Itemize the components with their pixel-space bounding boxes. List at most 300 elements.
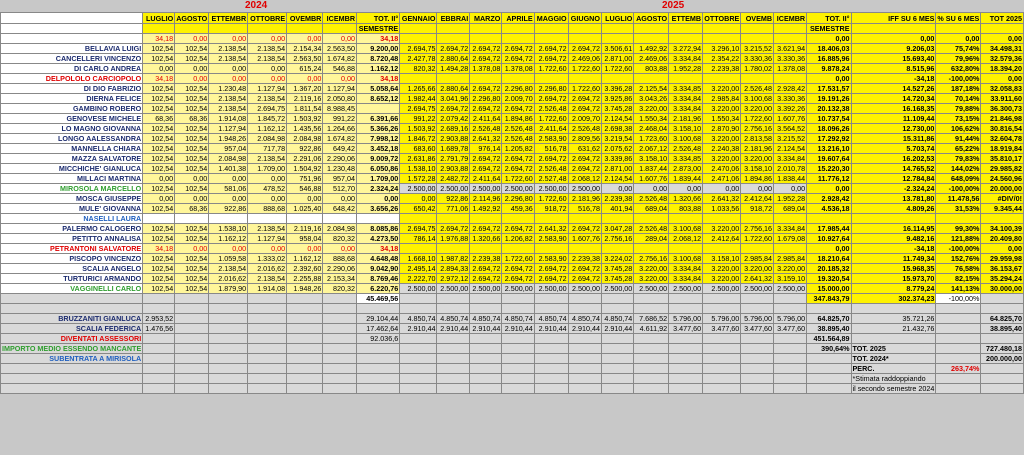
cell[interactable]: 3.158,10 [703,254,741,264]
cell[interactable]: 2.583,90 [534,234,568,244]
cell[interactable]: 2.526,48 [634,194,669,204]
cell[interactable]: 102,54 [175,224,209,234]
cell[interactable]: 1.127,94 [209,124,248,134]
subheader-cell[interactable] [437,24,470,34]
cell[interactable]: 34,18 [357,244,400,254]
cell[interactable]: 2.468,04 [634,124,669,134]
cell[interactable]: 2.354,22 [703,54,741,64]
cell[interactable]: 9.042,90 [357,264,400,274]
cell[interactable]: 2.500,00 [534,184,568,194]
cell[interactable]: 648,09% [936,174,981,184]
cell[interactable]: 20.185,32 [807,264,851,274]
cell[interactable]: 289,04 [634,234,669,244]
cell[interactable]: 2.500,00 [601,284,633,294]
column-header[interactable]: OVEMB [741,13,774,24]
cell[interactable] [143,214,175,224]
cell[interactable]: 2.500,00 [400,284,437,294]
cell[interactable]: 1.811,54 [287,104,323,114]
cell[interactable]: 2.985,84 [774,254,807,264]
cell[interactable]: 751,96 [287,174,323,184]
cell[interactable]: 106,62% [936,124,981,134]
cell[interactable]: 4.850,74 [568,314,601,324]
cell[interactable]: 102,54 [175,284,209,294]
cell[interactable]: 102,54 [143,164,175,174]
cell[interactable] [470,74,502,84]
lower-name-0[interactable]: BRUZZANITI GIANLUCA [1,314,143,324]
row-name-5[interactable]: DIERNA FELICE [1,94,143,104]
cell[interactable] [534,214,568,224]
cell[interactable]: 1.127,94 [323,84,357,94]
cell[interactable]: 2.694,72 [568,154,601,164]
column-header[interactable]: % SU 6 MES [937,13,980,23]
total-cell[interactable] [400,294,437,304]
cell[interactable] [669,214,703,224]
cell[interactable]: 2.495,14 [400,264,437,274]
cell[interactable]: 957,04 [323,174,357,184]
cell[interactable]: 2.894,33 [437,264,470,274]
cell[interactable]: 1.492,92 [634,44,669,54]
cell[interactable]: 2.694,72 [568,274,601,284]
subheader-cell[interactable] [741,24,774,34]
row-name-6[interactable]: GAMBINO ROBERO [1,104,143,114]
label-value[interactable]: 263,74% [936,364,981,374]
cell[interactable]: 3.334,84 [669,54,703,64]
cell[interactable]: 0,00 [248,64,287,74]
cell[interactable]: 102,54 [175,254,209,264]
cell[interactable] [669,244,703,254]
row-name-19[interactable]: PETITTO ANNALISA [1,234,143,244]
cell[interactable]: 0,00 [601,184,633,194]
cell[interactable]: 2.694,72 [470,104,502,114]
cell[interactable]: 2.500,00 [470,284,502,294]
cell[interactable]: 2.694,72 [502,54,534,64]
cell[interactable]: 459,36 [502,204,534,214]
cell[interactable]: 0,00 [851,34,936,44]
total-cell[interactable]: 302.374,23 [851,294,936,304]
cell[interactable]: 1.492,92 [470,204,502,214]
total-cell[interactable] [287,294,323,304]
cell[interactable]: 102,54 [175,154,209,164]
cell[interactable] [774,74,807,84]
cell[interactable]: 991,22 [323,114,357,124]
cell[interactable]: 0,00 [981,74,1024,84]
cell[interactable]: 2.009,70 [568,114,601,124]
row-name-2[interactable]: DI CARLO ANDREA [1,64,143,74]
cell[interactable]: 3.041,96 [437,94,470,104]
cell[interactable]: 2.084,98 [248,134,287,144]
column-header[interactable]: ETTEMB [669,13,703,24]
cell[interactable]: 2.239,38 [703,64,741,74]
cell[interactable]: 2.138,54 [209,264,248,274]
cell[interactable]: 922,86 [437,194,470,204]
row-name-4[interactable]: DI DIO FABRIZIO [1,84,143,94]
subheader-cell[interactable] [774,24,807,34]
cell[interactable]: 2.694,72 [568,104,601,114]
subheader-cell[interactable] [287,24,323,34]
cell[interactable]: 1.948,26 [209,134,248,144]
cell[interactable] [357,104,400,114]
cell[interactable]: 0,00 [175,194,209,204]
cell[interactable]: 3.334,84 [774,154,807,164]
cell[interactable]: 3.100,68 [741,94,774,104]
cell[interactable]: 79,88% [936,104,981,114]
cell[interactable]: 2.910,44 [502,324,534,334]
cell[interactable]: 1.982,44 [400,94,437,104]
cell[interactable]: 2.526,48 [534,164,568,174]
row-name-22[interactable]: SCALIA ANGELO [1,264,143,274]
cell[interactable]: 1.722,60 [534,64,568,74]
column-header[interactable]: AGOSTO [176,13,208,23]
cell[interactable]: 34.100,39 [981,224,1024,234]
cell[interactable] [437,34,470,44]
cell[interactable]: 516,78 [534,144,568,154]
cell[interactable]: 102,54 [175,164,209,174]
cell[interactable]: 1.607,76 [774,114,807,124]
cell[interactable]: 1.504,92 [287,164,323,174]
label-diventati[interactable]: DIVENTATI ASSESSORI [1,334,143,344]
cell[interactable]: 820,32 [323,234,357,244]
cell[interactable]: 33.911,60 [981,94,1024,104]
column-header[interactable]: GENNAIO [400,13,437,24]
cell[interactable]: 2.500,00 [437,284,470,294]
cell[interactable]: 2.296,80 [502,194,534,204]
cell[interactable]: 6.220,76 [357,284,400,294]
cell[interactable]: 2.124,54 [774,144,807,154]
column-header[interactable]: OVEMBR [287,13,323,24]
cell[interactable]: 2.470,06 [703,164,741,174]
cell[interactable]: 2.910,44 [534,324,568,334]
cell[interactable]: 2.953,52 [143,314,175,324]
cell[interactable]: 2.641,32 [534,224,568,234]
cell[interactable]: 2.255,88 [287,274,323,284]
cell[interactable]: 2.694,75 [248,104,287,114]
cell[interactable]: 79,96% [936,54,981,64]
cell[interactable]: 2.694,72 [502,104,534,114]
cell[interactable]: 0,00 [209,34,248,44]
cell[interactable]: 2.138,54 [248,54,287,64]
cell[interactable]: 18.096,26 [807,124,851,134]
cell[interactable]: 16.168,35 [851,104,936,114]
cell[interactable]: 91,44% [936,134,981,144]
row-name-0[interactable]: BELLAVIA LUIGI [1,44,143,54]
cell[interactable]: 2.296,80 [470,94,502,104]
cell[interactable] [400,214,437,224]
cell[interactable]: 2.239,38 [568,254,601,264]
cell[interactable]: 2.526,48 [669,144,703,154]
cell[interactable]: 3.220,00 [774,264,807,274]
row-name-14[interactable]: MIROSOLA MARCELLO [1,184,143,194]
cell[interactable]: 3.224,02 [601,254,633,264]
cell[interactable]: 2.694,72 [437,44,470,54]
cell[interactable]: 1.367,20 [287,84,323,94]
label-value[interactable]: PERC. [851,364,936,374]
cell[interactable]: 21.846,98 [981,114,1024,124]
column-header[interactable]: MARZO [470,13,502,24]
cell[interactable]: 2.181,96 [568,194,601,204]
cell[interactable]: 5.796,00 [774,314,807,324]
cell[interactable]: 0,00 [209,64,248,74]
cell[interactable]: 2.694,72 [437,224,470,234]
cell[interactable] [981,214,1024,224]
cell[interactable] [175,214,209,224]
label-subentrata[interactable]: SUBENTRATA A MIRISOLA [1,354,143,364]
cell[interactable]: 3.220,00 [703,274,741,284]
column-header[interactable]: LUGLIO [601,13,633,24]
cell[interactable] [323,214,357,224]
cell[interactable]: 0,00 [634,184,669,194]
cell[interactable]: 15.968,35 [851,264,936,274]
cell[interactable]: 2.873,00 [669,164,703,174]
cell[interactable]: 3.334,84 [669,274,703,284]
cell[interactable]: 2.563,50 [287,54,323,64]
total-cell[interactable] [774,294,807,304]
cell[interactable]: 8.085,86 [357,224,400,234]
cell[interactable]: 1.206,82 [502,234,534,244]
cell[interactable]: 3.396,28 [601,84,633,94]
column-header[interactable]: LUGLIO [143,13,175,24]
cell[interactable]: 3.043,26 [634,94,669,104]
cell[interactable]: 649,42 [323,144,357,154]
cell[interactable]: 0,00 [209,194,248,204]
cell[interactable]: 2.124,54 [601,114,633,124]
cell[interactable]: 18.394,20 [981,64,1024,74]
cell[interactable] [1,34,143,44]
cell[interactable]: 2.694,72 [534,54,568,64]
cell[interactable]: 99,30% [936,224,981,234]
cell[interactable]: 2.411,64 [470,114,502,124]
cell[interactable]: 1.127,94 [248,84,287,94]
cell[interactable]: 2.756,16 [634,254,669,264]
cell[interactable]: 4.809,26 [851,204,936,214]
cell[interactable]: 689,04 [774,204,807,214]
cell[interactable]: 2.694,72 [470,54,502,64]
cell[interactable]: 3.100,68 [669,224,703,234]
subheader-cell[interactable] [209,24,248,34]
cell[interactable]: 957,04 [209,144,248,154]
total-cell[interactable] [437,294,470,304]
cell[interactable]: 18.406,03 [807,44,851,54]
cell[interactable]: 2.239,38 [470,254,502,264]
cell[interactable] [400,244,437,254]
cell[interactable]: 8.769,46 [357,274,400,284]
cell[interactable]: 14.720,34 [851,94,936,104]
cell[interactable]: 2.809,56 [568,134,601,144]
cell[interactable]: 2.694,72 [534,94,568,104]
cell[interactable]: 1.987,82 [437,254,470,264]
cell[interactable]: 1.550,34 [634,114,669,124]
cell[interactable]: 2.694,72 [502,274,534,284]
cell[interactable]: 34,18 [143,34,175,44]
cell[interactable]: 1.668,10 [400,254,437,264]
cell[interactable]: 102,54 [143,184,175,194]
row-name-18[interactable]: PALERMO CALOGERO [1,224,143,234]
row-name-8[interactable]: LO MAGNO GIOVANNA [1,124,143,134]
cell[interactable]: 15.693,40 [851,54,936,64]
row-name-21[interactable]: PISCOPO VINCENZO [1,254,143,264]
cell[interactable] [703,214,741,224]
cell[interactable]: 2.324,24 [357,184,400,194]
cell[interactable]: 1.550,34 [703,114,741,124]
cell[interactable]: 2.928,42 [807,194,851,204]
cell[interactable]: 2.296,80 [502,84,534,94]
cell[interactable]: 0,00 [287,74,323,84]
cell[interactable]: 3.334,85 [669,154,703,164]
cell[interactable]: 0,00 [175,34,209,44]
cell[interactable]: 16.885,96 [807,54,851,64]
cell[interactable]: 3.621,94 [774,44,807,54]
cell[interactable]: 3.334,84 [669,104,703,114]
total-cell[interactable] [143,294,175,304]
cell[interactable]: 2.500,00 [703,284,741,294]
cell[interactable]: 2.138,54 [209,94,248,104]
cell[interactable]: 34.498,31 [981,44,1024,54]
cell[interactable]: 2.526,48 [502,134,534,144]
cell[interactable]: 0,00 [981,34,1024,44]
cell[interactable]: 1.538,10 [400,164,437,174]
cell[interactable]: 2.290,06 [323,264,357,274]
cell[interactable]: 0,00 [807,74,851,84]
cell[interactable]: 102,54 [175,94,209,104]
cell[interactable]: 29.985,82 [981,164,1024,174]
cell[interactable]: 17.462,64 [357,324,400,334]
cell[interactable]: 2.068,12 [669,234,703,244]
cell[interactable]: 1.914,08 [209,114,248,124]
row-name-15[interactable]: MOSCA GIUSEPPE [1,194,143,204]
cell[interactable]: 3.100,68 [669,134,703,144]
cell[interactable]: 1.722,60 [502,174,534,184]
cell[interactable]: 0,00 [209,74,248,84]
cell[interactable]: 17.985,44 [807,224,851,234]
cell[interactable]: 1.059,58 [209,254,248,264]
cell[interactable]: 3.220,00 [634,274,669,284]
cell[interactable]: 17.531,57 [807,84,851,94]
cell[interactable]: 2.694,72 [534,44,568,54]
cell[interactable]: 3.220,00 [634,264,669,274]
row-name-23[interactable]: TURTURICI ARMANDO [1,274,143,284]
cell[interactable]: 2.016,62 [209,274,248,284]
cell[interactable]: 2.694,72 [470,224,502,234]
cell[interactable] [703,74,741,84]
column-header[interactable]: OTTOBRE [248,13,287,24]
subheader-cell[interactable] [143,24,175,34]
cell[interactable]: 1.607,76 [568,234,601,244]
subheader-cell[interactable] [669,24,703,34]
cell[interactable]: 2.068,12 [568,174,601,184]
cell[interactable]: 2.181,96 [741,144,774,154]
cell[interactable]: 102,54 [143,84,175,94]
cell[interactable]: 3.296,10 [703,44,741,54]
row-name-3[interactable]: DELPOLOLO CARCIOPOLO [1,74,143,84]
cell[interactable]: 2.694,72 [502,224,534,234]
cell[interactable]: 102,54 [143,234,175,244]
cell[interactable] [741,214,774,224]
cell[interactable]: 0,00 [981,244,1024,254]
cell[interactable]: 102,54 [143,224,175,234]
cell[interactable]: 4.648,48 [357,254,400,264]
cell[interactable] [470,244,502,254]
cell[interactable]: 1.538,10 [209,224,248,234]
cell[interactable]: 1.722,60 [741,234,774,244]
cell[interactable]: 2.985,84 [703,94,741,104]
cell[interactable]: 82,15% [936,274,981,284]
cell[interactable]: 4.850,74 [601,314,633,324]
cell[interactable]: 2.694,72 [568,164,601,174]
cell[interactable]: 0,00 [936,34,981,44]
cell[interactable]: 2.694,72 [534,274,568,284]
column-header[interactable]: APRILE [502,13,534,24]
cell[interactable]: 3.158,10 [741,164,774,174]
cell[interactable]: 2.009,70 [502,94,534,104]
cell[interactable]: 2.641,32 [470,134,502,144]
cell[interactable]: 102,54 [143,264,175,274]
row-name-13[interactable]: MILLACI MARTINA [1,174,143,184]
cell[interactable]: 0,00 [323,194,357,204]
cell[interactable]: 2.526,48 [634,224,669,234]
cell[interactable]: 717,78 [248,144,287,154]
cell[interactable] [741,244,774,254]
cell[interactable]: 2.972,12 [437,274,470,284]
cell[interactable]: 2.125,54 [634,84,669,94]
cell[interactable]: 34,18 [357,74,400,84]
cell[interactable]: 68,36 [175,204,209,214]
cell[interactable]: 36.153,67 [981,264,1024,274]
cell[interactable]: 34,18 [143,74,175,84]
cell[interactable]: 1.127,94 [248,234,287,244]
cell[interactable]: 631,62 [568,144,601,154]
cell[interactable]: 102,54 [175,274,209,284]
cell[interactable]: 102,54 [175,184,209,194]
cell[interactable]: 2.138,54 [209,44,248,54]
total-cell[interactable] [470,294,502,304]
cell[interactable]: 2.500,00 [502,284,534,294]
cell[interactable]: 1.722,60 [534,194,568,204]
cell[interactable]: 478,52 [248,184,287,194]
cell[interactable]: 2.291,06 [287,154,323,164]
cell[interactable]: 2.631,86 [400,154,437,164]
cell[interactable]: 1.894,86 [502,114,534,124]
cell[interactable]: 820,32 [323,284,357,294]
cell[interactable]: 3.330,36 [741,54,774,64]
cell[interactable]: 2.694,72 [470,164,502,174]
cell[interactable]: 1.205,82 [502,144,534,154]
cell[interactable]: 102,54 [143,144,175,154]
cell[interactable] [601,34,633,44]
cell[interactable]: 20.409,80 [981,234,1024,244]
cell[interactable]: 1.162,12 [209,234,248,244]
cell[interactable]: 0,00 [248,34,287,44]
cell[interactable]: 11.749,34 [851,254,936,264]
cell[interactable]: 30.000,00 [981,284,1024,294]
cell[interactable]: 3.272,94 [669,44,703,54]
row-name-16[interactable]: MULE' GIOVANNA [1,204,143,214]
cell[interactable]: 1.378,08 [470,64,502,74]
cell[interactable]: 2.698,38 [601,124,633,134]
cell[interactable]: 14.527,26 [851,84,936,94]
cell[interactable]: 401,94 [601,204,633,214]
cell[interactable] [502,34,534,44]
cell[interactable]: 2.153,34 [323,274,357,284]
cell[interactable]: 2.050,80 [323,94,357,104]
cell[interactable] [703,244,741,254]
cell[interactable]: -2.324,24 [851,184,936,194]
cell[interactable]: 0,00 [287,194,323,204]
cell[interactable]: 1.952,28 [669,64,703,74]
cell[interactable] [534,244,568,254]
cell[interactable]: 7.998,12 [357,134,400,144]
cell[interactable]: 38.895,40 [981,324,1024,334]
cell[interactable]: 1.914,08 [248,284,287,294]
row-name-20[interactable]: PETRANTONI SALVATORE [1,244,143,254]
